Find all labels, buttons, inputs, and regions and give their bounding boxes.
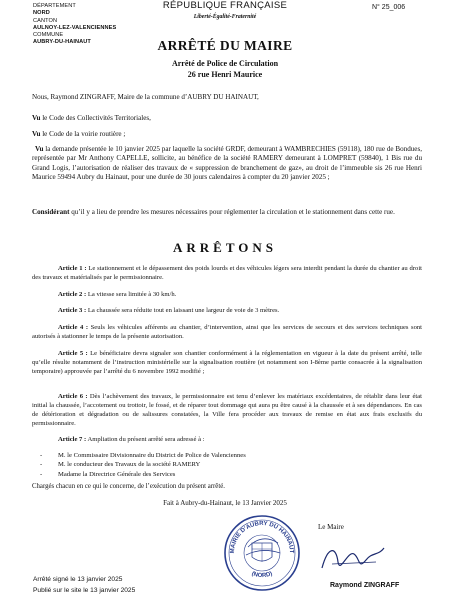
article-label: Article 7 :	[58, 436, 87, 443]
handwritten-signature	[318, 540, 388, 576]
article-text: Dès l’achèvement des travaux, le permissionnaire est tenu d’enlever les matériaux excédentaires, de rétablir dans leur état initial la chaussée, l’accotement ou trottoir, le fossé, et de réparer tout dommage qui aura pu être causé à la chaussée et à ses dépendances. En cas de détérioration et dégradation ou de salissures constatées, la Ville fera procéder aux travaux de remise en état aux frais exclusifs du permissionnaire.	[32, 393, 422, 427]
considerant	[32, 208, 422, 217]
commune-label: COMMUNE	[33, 32, 64, 39]
list-item: - M. le conducteur des Travaux de la société RAMERY	[58, 460, 418, 469]
article-label: Article 5 :	[58, 350, 88, 357]
article-label: Article 2 :	[58, 291, 87, 298]
stamp-text-top: MAIRIE D'AUBRY DU HAINAUT	[229, 520, 295, 554]
article-label: Article 3 :	[58, 307, 87, 314]
footer-published: Publié sur le site le 13 janvier 2025	[33, 587, 136, 594]
subtitle-2: 26 rue Henri Maurice	[187, 70, 263, 79]
ampliation-list	[58, 451, 418, 479]
fait-line: Fait à Aubry-du-Hainaut, le 13 Janvier 2025	[163, 499, 287, 507]
vu-2	[32, 130, 422, 139]
signatory-name: Raymond ZINGRAFF	[330, 582, 400, 589]
dept-label: DÉPARTEMENT	[33, 3, 76, 9]
article-text: Seuls les véhicules afférents au chantier, d’intervention, ainsi que les services de secours et des services techniques sont autorisés à stationner le temps de la présente autorisation.	[32, 324, 422, 340]
commune-value: AUBRY-DU-HAINAUT	[33, 39, 91, 46]
list-item: - Madame la Directrice Générale des Services	[58, 470, 418, 479]
vu-text: le Code de la voirie routière ;	[40, 130, 126, 138]
canton-label: CANTON	[33, 17, 58, 24]
decree-number: N° 25_006	[372, 4, 406, 11]
article-text: La chaussée sera réduite tout en laissant une largeur de voie de 3 mètres.	[86, 307, 280, 314]
article-6	[32, 393, 422, 429]
article-text: Ampliation du présent arrêté sera adressé à :	[86, 436, 205, 443]
considerant-text: qu’il y a lieu de prendre les mesures nécessaires pour réglementer la circulation et le stationnement dans cette rue.	[69, 208, 395, 216]
article-3	[32, 307, 422, 316]
vu-label: Vu	[32, 114, 41, 122]
article-label: Article 4 :	[58, 324, 89, 331]
article-1	[32, 265, 422, 283]
vu-label: Vu	[35, 145, 44, 153]
footer-signed: Arrêté signé le 13 janvier 2025	[33, 576, 123, 583]
subtitle-1: Arrêté de Police de Circulation	[171, 59, 279, 68]
article-label: Article 1 :	[58, 265, 87, 272]
vu-text: le Code des Collectivités Territoriales,	[40, 114, 151, 122]
article-4	[32, 324, 422, 342]
article-5	[32, 350, 422, 377]
article-2	[32, 291, 422, 300]
considerant-label: Considérant	[32, 208, 70, 216]
article-7	[32, 436, 422, 445]
vu-3	[32, 145, 422, 183]
vu-label: Vu	[32, 130, 41, 138]
arretons-heading: ARRÊTONS	[172, 240, 277, 255]
vu-1	[32, 114, 422, 123]
motto: Liberté-Égalité-Fraternité	[193, 14, 257, 20]
charge-text: Chargés chacun en ce qui le concerne, de l’exécution du présent arrêté.	[32, 483, 225, 490]
page-title: ARRÊTÉ DU MAIRE	[157, 38, 293, 53]
intro: Nous, Raymond ZINGRAFF, Maire de la commune d’AUBRY DU HAINAUT,	[32, 93, 259, 101]
dept-value: NORD	[33, 10, 50, 17]
svg-text:(NORD)	[251, 571, 274, 579]
canton-value: AULNOY-LEZ-VALENCIENNES	[33, 24, 117, 31]
article-text: La vitesse sera limitée à 30 km/h.	[86, 291, 177, 298]
vu-text: la demande présentée le 10 janvier 2025 par laquelle la société GRDF, demeurant à WAMBRECHIES (59118), 180 rue de Bondues, représentée par Mr Anthony CAPELLE, sollicite, au bénéfice de la société RAMERY demeurant à LOMPRET (59840), 1 Bis rue du Grand Logis, l’autorisation de réaliser des travaux de « suppression de branchement de gaz», au droit de l’immeuble sis 26 rue Henri Maurice 59494 Aubry du Hainaut, pour une durée de 30 jours calendaires à compter du 20 janvier 2025 ;	[32, 145, 422, 182]
le-maire-label: Le Maire	[318, 523, 344, 531]
republic-heading: RÉPUBLIQUE FRANÇAISE	[162, 0, 288, 11]
stamp-text-bottom: (NORD)	[250, 571, 274, 580]
list-item: - M. le Commissaire Divisionnaire du District de Police de Valenciennes	[58, 451, 418, 460]
article-text: Le bénéficiaire devra signaler son chantier conformément à la réglementation en vigueur à la date du présent arrêté, telle qu’elle résulte notamment de l’instruction ministérielle sur la signalisation routière (et notamment son I-8ème partie consacrée à la signalisation temporaire) approuvée par l’arrêté du 6 novembre 1992 modifié ;	[32, 350, 422, 375]
article-label: Article 6 :	[58, 393, 88, 400]
article-text: Le stationnement et le dépassement des poids lourds et des véhicules légers sera interdit pendant la durée du chantier au droit des travaux et matérialisés par le permissionnaire.	[32, 265, 422, 281]
mairie-stamp	[222, 513, 302, 593]
